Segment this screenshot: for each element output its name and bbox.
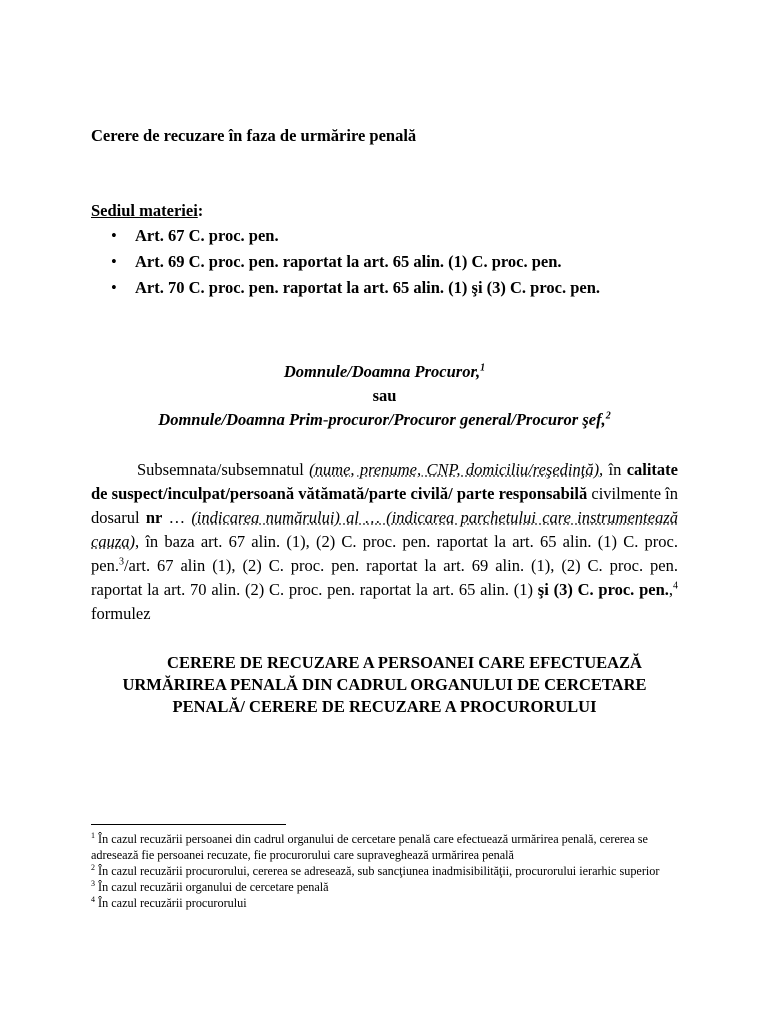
body-paragraph <box>91 458 678 626</box>
footnote-number: 2 <box>91 862 95 872</box>
request-heading-line: CERERE DE RECUZARE A PERSOANEI CARE EFECTUEAZĂ <box>167 653 642 672</box>
footnote-number: 4 <box>91 894 95 904</box>
address-line-2: sau <box>372 386 397 405</box>
footnote-text: În cazul recuzării procurorului, cererea se adresează, sub sancţiunea inadmisibilităţii, procurorului ierarhic superior <box>95 864 660 878</box>
footnote-text: În cazul recuzării persoanei din cadrul organului de cercetare penală care efectuează urmărirea penală, cererea se adresează fie persoanei recuzate, fie procurorului care supraveghează urmărirea penală <box>91 832 648 862</box>
body-text: civilmente în dosarul <box>91 484 678 527</box>
footnote-number: 3 <box>91 878 95 888</box>
body-bold-text: nr <box>145 508 163 527</box>
address-text: Domnule/Doamna Prim <box>158 410 323 429</box>
footnote-ref: 1 <box>480 362 486 374</box>
body-text: , <box>668 580 673 599</box>
section-heading-label: Sediul materiei <box>91 201 198 220</box>
footnote-text: În cazul recuzării organului de cercetare penală <box>95 880 329 894</box>
section-heading-colon: : <box>197 201 204 220</box>
address-separator: - <box>322 410 329 429</box>
bullet-icon: • <box>111 278 117 297</box>
body-bold-text: şi (3) C. proc. pen. <box>537 580 669 599</box>
document-title: Cerere de recuzare în faza de urmărire penală <box>91 126 417 145</box>
article-list <box>91 226 600 304</box>
section-heading <box>91 201 203 221</box>
footnote-ref: 4 <box>673 580 678 592</box>
address-line-3 <box>91 410 678 430</box>
footnote-ref: 3 <box>118 556 124 568</box>
address-text: procuror/Procuror general/Procuror şef, <box>328 410 606 429</box>
list-item <box>91 226 600 252</box>
footnote-divider <box>91 824 286 825</box>
request-heading-line: URMĂRIREA PENALĂ DIN CADRUL ORGANULUI DE CERCETARE <box>122 675 647 694</box>
list-item <box>91 252 600 278</box>
footnote <box>91 863 681 879</box>
body-text: /art. 67 alin (1), (2) C. proc. pen. raportat la art. 69 alin. (1), (2) C. proc. pen. raportat la art. 70 alin. (2) C. proc. pen. raportat la art. 65 alin. (1) <box>91 556 678 599</box>
footnote-number: 1 <box>91 830 95 840</box>
footnote <box>91 831 681 863</box>
list-item-text: Art. 70 C. proc. pen. raportat la art. 65 alin. (1) şi (3) C. proc. pen. <box>135 278 601 297</box>
placeholder-text: (nume, prenume, CNP, domiciliu/reşedinţă), <box>309 460 604 479</box>
bullet-icon: • <box>111 252 117 271</box>
body-text: Subsemnata/subsemnatul <box>137 460 304 479</box>
body-text: în <box>603 460 627 479</box>
address-line-1 <box>91 362 678 382</box>
body-bold-text: calitate de suspect/inculpat/persoană vătămată/parte civilă/ parte responsabilă <box>91 460 678 503</box>
body-text: … <box>162 508 192 527</box>
body-text: , în baza art. 67 alin. (1), (2) C. proc. pen. raportat la art. 65 alin. (1) C. proc. pen. <box>91 532 678 575</box>
list-item-text: Art. 67 C. proc. pen. <box>135 226 279 245</box>
list-item <box>91 278 600 304</box>
request-heading <box>91 652 678 718</box>
body-text: formulez <box>91 604 151 623</box>
list-item-text: Art. 69 C. proc. pen. raportat la art. 65 alin. (1) C. proc. pen. <box>135 252 562 271</box>
footnote <box>91 879 681 895</box>
footnote-text: În cazul recuzării procurorului <box>95 896 247 910</box>
request-heading-line: PENALĂ/ CERERE DE RECUZARE A PROCURORULUI <box>172 697 597 716</box>
footnote <box>91 895 681 911</box>
placeholder-text: (indicarea numărului) al … (indicarea parchetului care instrumentează cauza) <box>91 508 678 551</box>
address-text: Domnule/Doamna Procuror, <box>283 362 481 381</box>
footnotes <box>91 831 681 911</box>
footnote-ref: 2 <box>605 410 611 422</box>
bullet-icon: • <box>111 226 117 245</box>
